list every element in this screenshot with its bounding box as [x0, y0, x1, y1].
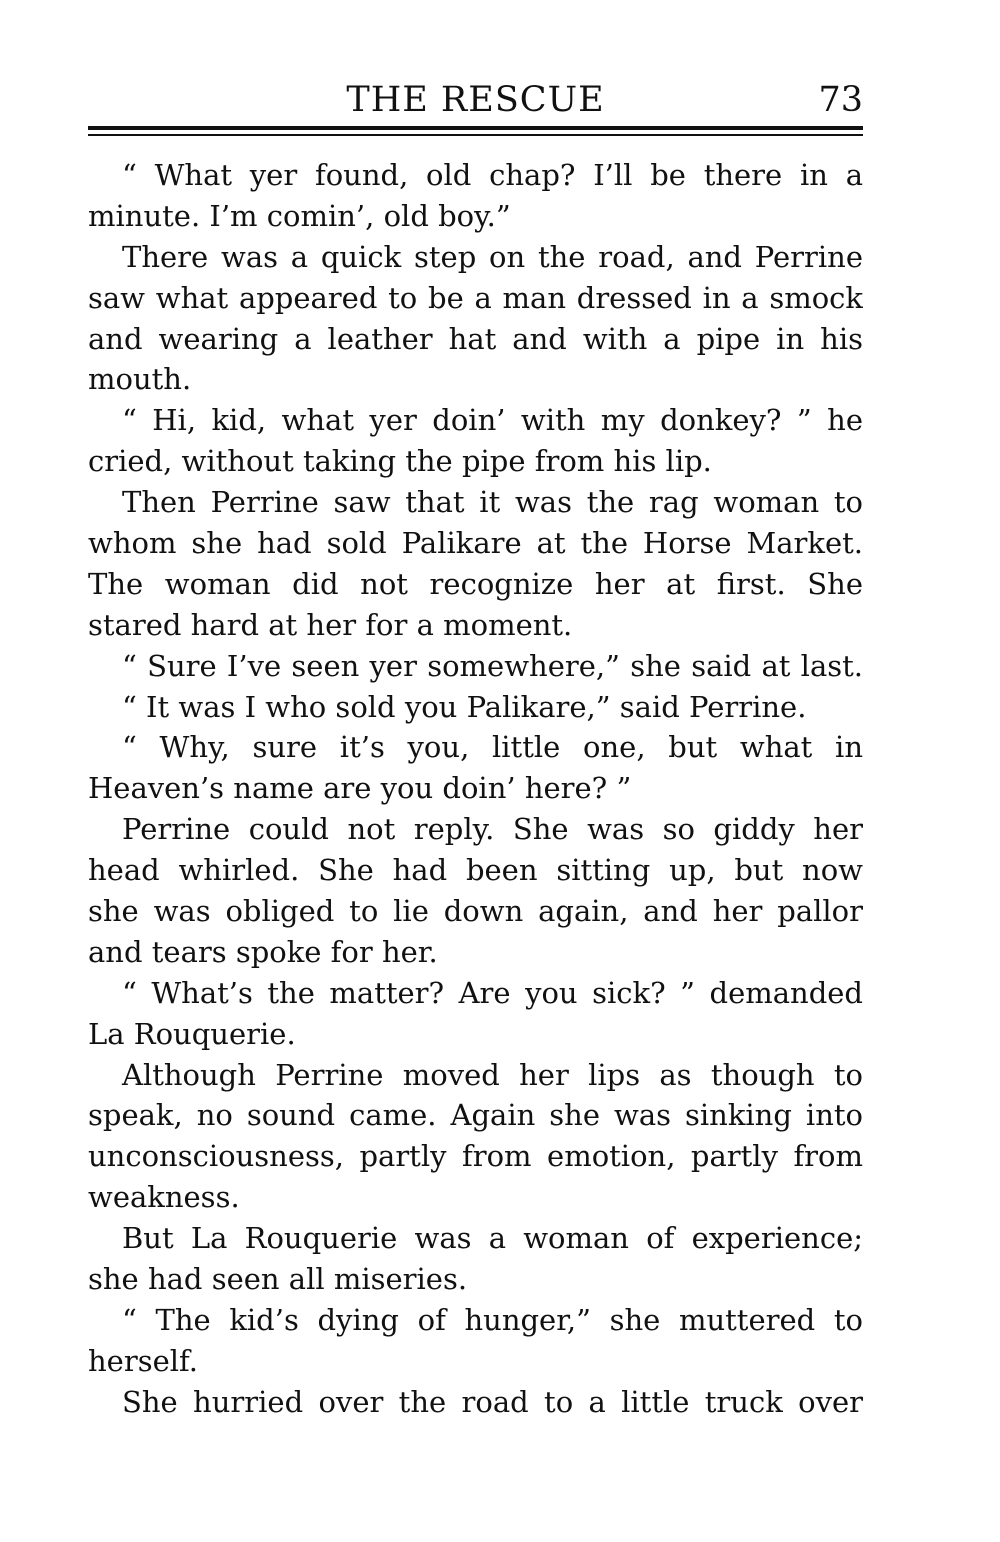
text-line: Then Perrine saw that it was the rag woman to [122, 485, 863, 520]
text-line: herself. [88, 1343, 198, 1378]
header-rule-thick [88, 126, 863, 130]
page-number: 73 [818, 80, 863, 120]
text-line: speak, no sound came. Again she was sinking into [88, 1098, 863, 1133]
text-line: weakness. [88, 1180, 240, 1215]
text-line: The woman did not recognize her at first. She [88, 566, 863, 601]
text-line: stared hard at her for a moment. [88, 607, 573, 642]
text-line: minute. I’m comin’, old boy.” [88, 198, 511, 233]
text-line: “ Why, sure it’s you, little one, but what in [122, 730, 863, 765]
text-line: She hurried over the road to a little truck over [122, 1384, 863, 1419]
text-line: she was obliged to lie down again, and her pallor [88, 894, 863, 929]
text-line: cried, without taking the pipe from his lip. [88, 444, 712, 479]
text-line: La Rouquerie. [88, 1016, 296, 1051]
text-line: and wearing a leather hat and with a pipe in his [88, 321, 863, 356]
text-line: But La Rouquerie was a woman of experience; [122, 1221, 863, 1256]
text-line: unconsciousness, partly from emotion, partly from [88, 1139, 863, 1174]
text-line: she had seen all miseries. [88, 1262, 468, 1297]
body-text [88, 155, 863, 1423]
text-line: “ What’s the matter? Are you sick? ” demanded [122, 975, 863, 1010]
text-line: “ What yer found, old chap? I’ll be there in a [122, 158, 863, 192]
text-line: Perrine could not reply. She was so giddy her [122, 812, 863, 847]
running-title: THE RESCUE [346, 80, 605, 120]
text-line: “ Sure I’ve seen yer somewhere,” she said at last. [122, 648, 863, 683]
text-line: “ It was I who sold you Palikare,” said Perrine. [122, 689, 807, 724]
text-line: Although Perrine moved her lips as though to [122, 1057, 863, 1092]
text-line: There was a quick step on the road, and Perrine [122, 239, 863, 274]
text-line: and tears spoke for her. [88, 934, 438, 969]
text-line: saw what appeared to be a man dressed in a smock [88, 280, 863, 315]
text-line: whom she had sold Palikare at the Horse Market. [88, 526, 863, 561]
text-line: mouth. [88, 362, 192, 397]
text-line: “ The kid’s dying of hunger,” she muttered to [122, 1302, 863, 1337]
page-header [88, 80, 863, 120]
text-line: “ Hi, kid, what yer doin’ with my donkey? ” he [122, 403, 863, 438]
text-line: head whirled. She had been sitting up, but now [88, 853, 863, 888]
text-line: Heaven’s name are you doin’ here? ” [88, 771, 632, 806]
header-rule-thin [88, 134, 863, 136]
